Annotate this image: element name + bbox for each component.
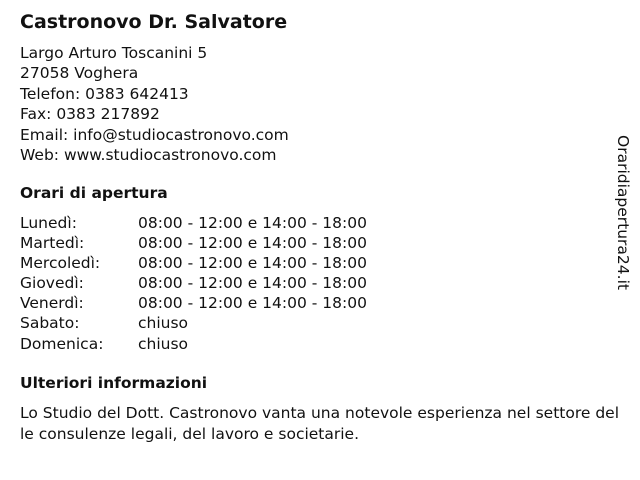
opening-hours-title: Orari di apertura bbox=[20, 184, 168, 202]
phone-number: Telefon: 0383 642413 bbox=[20, 84, 189, 103]
day-label: Domenica: bbox=[20, 334, 104, 353]
contact-details bbox=[20, 43, 289, 165]
day-label: Mercoledì: bbox=[20, 254, 101, 273]
day-label: Venerdì: bbox=[20, 294, 84, 313]
day-label: Giovedì: bbox=[20, 274, 84, 293]
time-value: 08:00 - 12:00 e 14:00 - 18:00 bbox=[138, 214, 367, 232]
website-address: Web: www.studiocastronovo.com bbox=[20, 146, 277, 165]
address-street: Largo Arturo Toscanini 5 bbox=[20, 44, 208, 62]
further-info-text: Lo Studio del Dott. Castronovo vanta una notevole esperienza nel settore delle consulenze legali, del lavoro e societarie. bbox=[20, 404, 620, 443]
day-label: Martedì: bbox=[20, 234, 85, 253]
time-value: 08:00 - 12:00 e 14:00 - 18:00 bbox=[138, 294, 367, 313]
day-label: Lunedì: bbox=[20, 214, 77, 232]
time-value: chiuso bbox=[138, 314, 189, 333]
business-name: Castronovo Dr. Salvatore bbox=[20, 11, 288, 33]
time-value: 08:00 - 12:00 e 14:00 - 18:00 bbox=[138, 234, 367, 253]
vertical-brand-watermark bbox=[613, 135, 633, 310]
brand-text: Oraridiapertura24.it bbox=[614, 135, 632, 290]
further-info-title: Ulteriori informazioni bbox=[20, 374, 208, 392]
address-city: 27058 Voghera bbox=[20, 64, 139, 83]
time-value: 08:00 - 12:00 e 14:00 - 18:00 bbox=[138, 254, 367, 273]
email-address: Email: info@studiocastronovo.com bbox=[20, 125, 289, 144]
time-value: chiuso bbox=[138, 334, 189, 353]
day-label: Sabato: bbox=[20, 314, 80, 333]
time-value: 08:00 - 12:00 e 14:00 - 18:00 bbox=[138, 274, 367, 293]
fax-number: Fax: 0383 217892 bbox=[20, 105, 160, 124]
